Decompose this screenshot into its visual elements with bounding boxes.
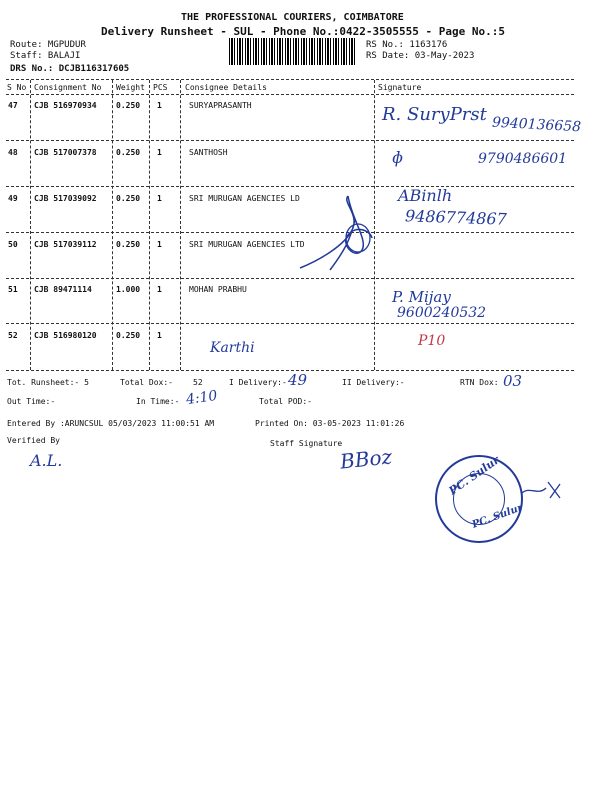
row-sno: 51 bbox=[8, 285, 18, 294]
rs-number: RS No.: 1163176 bbox=[366, 40, 448, 50]
row-consignment: CJB 517039112 bbox=[34, 240, 97, 249]
row-sno: 48 bbox=[8, 148, 18, 157]
barcode bbox=[229, 38, 357, 65]
row-consignment: CJB 89471114 bbox=[34, 285, 92, 294]
row-divider bbox=[6, 323, 574, 324]
col-pcs: PCS bbox=[153, 83, 168, 92]
column-line bbox=[30, 80, 31, 370]
office-stamp bbox=[435, 455, 523, 543]
col-signature: Signature bbox=[378, 83, 422, 92]
i-delivery-value: 49 bbox=[288, 371, 308, 389]
phone-49: 9486774867 bbox=[404, 206, 508, 229]
drs-number: DRS No.: DCJB116317605 bbox=[10, 64, 130, 74]
total-dox-label: Total Dox:- bbox=[120, 378, 173, 387]
rtn-dox-value: 03 bbox=[503, 372, 523, 390]
in-time-label: In Time:- bbox=[136, 397, 180, 406]
stamp-scribble bbox=[520, 478, 565, 503]
phone-48: 9790486601 bbox=[478, 151, 568, 167]
staff-signature: BBoz bbox=[338, 444, 394, 474]
row-sno: 49 bbox=[8, 194, 18, 203]
row-divider bbox=[6, 186, 574, 187]
divider bbox=[6, 79, 574, 80]
row-consignee: SRI MURUGAN AGENCIES LTD bbox=[189, 240, 305, 249]
column-line bbox=[112, 80, 113, 370]
row-pcs: 1 bbox=[157, 331, 162, 340]
runsheet-subtitle: Delivery Runsheet - SUL - Phone No.:0422-3505555 - Page No.:5 bbox=[101, 25, 505, 38]
row-consignee: SURYAPRASANTH bbox=[189, 101, 252, 110]
row-weight: 0.250 bbox=[116, 331, 141, 340]
col-weight: Weight bbox=[116, 83, 145, 92]
row-weight: 0.250 bbox=[116, 240, 141, 249]
note-52: P10 bbox=[418, 333, 446, 349]
row-consignment: CJB 516980120 bbox=[34, 331, 97, 340]
total-dox-value: 52 bbox=[193, 378, 203, 387]
row-sno: 47 bbox=[8, 101, 18, 110]
row-pcs: 1 bbox=[157, 285, 162, 294]
signature-51: P. Mijay bbox=[392, 288, 451, 306]
signature-49: ABinlh bbox=[398, 186, 453, 205]
verified-signature: A.L. bbox=[30, 451, 63, 470]
total-pod-label: Total POD:- bbox=[259, 397, 312, 406]
row-pcs: 1 bbox=[157, 148, 162, 157]
i-delivery-label: I Delivery:- bbox=[229, 378, 287, 387]
printed-on: Printed On: 03-05-2023 11:01:26 bbox=[255, 419, 405, 428]
row-weight: 0.250 bbox=[116, 148, 141, 157]
col-consignment: Consignment No bbox=[34, 83, 102, 92]
phone-51: 9600240532 bbox=[397, 305, 487, 321]
phone-47: 9940136658 bbox=[491, 114, 582, 136]
rtn-dox-label: RTN Dox: bbox=[460, 378, 499, 387]
scribble-signature bbox=[290, 190, 385, 275]
in-time-value: 4:10 bbox=[185, 387, 219, 409]
tot-runsheet: Tot. Runsheet:- 5 bbox=[7, 378, 89, 387]
row-sno: 50 bbox=[8, 240, 18, 249]
row-divider bbox=[6, 140, 574, 141]
entered-by: Entered By :ARUNCSUL 05/03/2023 11:00:51 AM bbox=[7, 419, 215, 428]
staff: Staff: BALAJI bbox=[10, 51, 81, 61]
row-consignee: MOHAN PRABHU bbox=[189, 285, 247, 294]
row-pcs: 1 bbox=[157, 240, 162, 249]
column-line bbox=[180, 80, 181, 370]
out-time-label: Out Time:- bbox=[7, 397, 56, 406]
signature-47: R. SuryPrst bbox=[382, 104, 487, 125]
divider bbox=[6, 94, 574, 95]
stamp-top-text: PC. Sulur bbox=[446, 453, 502, 498]
col-sno: S No bbox=[7, 83, 27, 92]
rs-date: RS Date: 03-May-2023 bbox=[366, 51, 475, 61]
signature-48: ɸ bbox=[392, 148, 404, 167]
stamp-bottom-text: PC. Sulur bbox=[470, 502, 525, 531]
row-sno: 52 bbox=[8, 331, 18, 340]
route: Route: MGPUDUR bbox=[10, 40, 86, 50]
column-line bbox=[149, 80, 150, 370]
row-weight: 1.000 bbox=[116, 285, 141, 294]
row-weight: 0.250 bbox=[116, 194, 141, 203]
row-consignment: CJB 517007378 bbox=[34, 148, 97, 157]
staff-signature-label: Staff Signature bbox=[270, 439, 343, 448]
row-consignment: CJB 517039092 bbox=[34, 194, 97, 203]
row-consignee: SANTHOSH bbox=[189, 148, 228, 157]
row-divider bbox=[6, 278, 574, 279]
row-consignee: SRI MURUGAN AGENCIES LD bbox=[189, 194, 300, 203]
row-consignment: CJB 516970934 bbox=[34, 101, 97, 110]
row-pcs: 1 bbox=[157, 101, 162, 110]
ii-delivery-label: II Delivery:- bbox=[342, 378, 405, 387]
row-pcs: 1 bbox=[157, 194, 162, 203]
company-title: THE PROFESSIONAL COURIERS, COIMBATORE bbox=[181, 12, 404, 23]
row-weight: 0.250 bbox=[116, 101, 141, 110]
verified-by-label: Verified By bbox=[7, 436, 60, 445]
col-consignee: Consignee Details bbox=[185, 83, 267, 92]
name-52: Karthi bbox=[210, 340, 255, 356]
